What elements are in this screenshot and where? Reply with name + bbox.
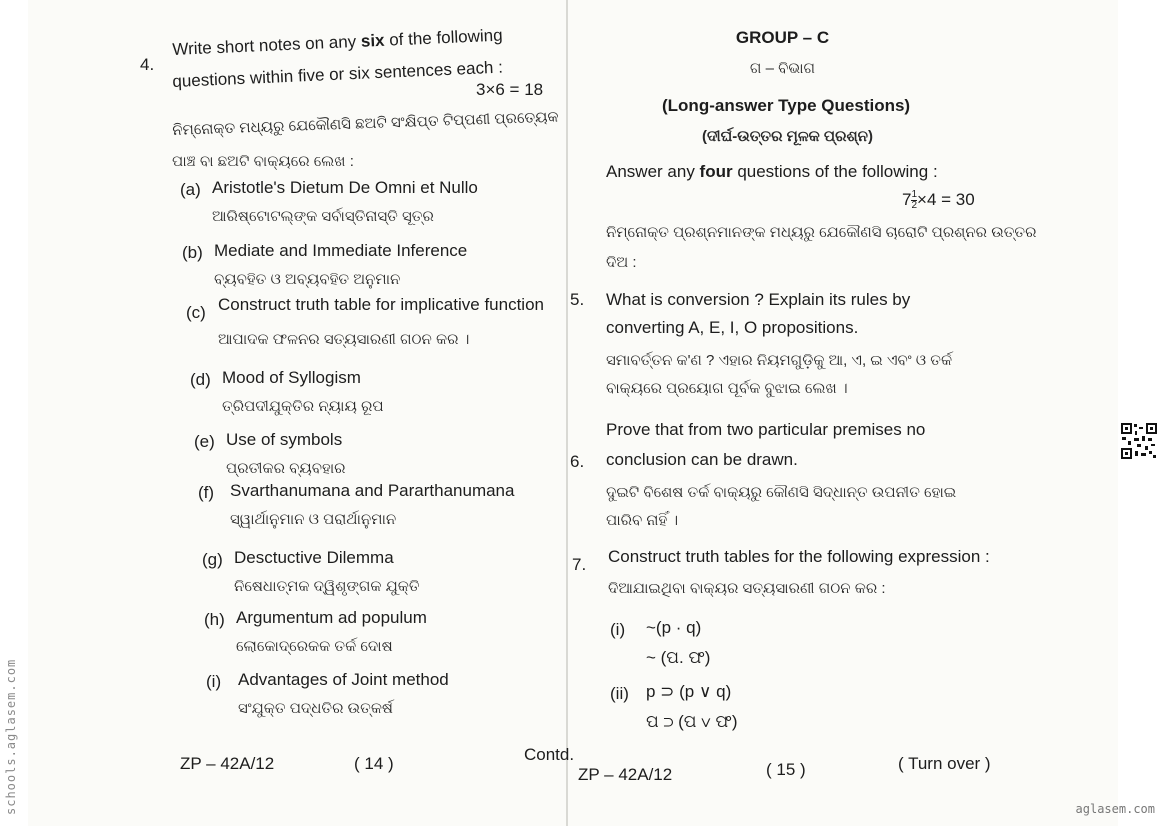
question-type-heading: (Long-answer Type Questions) (662, 96, 911, 115)
side-watermark: schools.aglasem.com (4, 658, 18, 815)
right-page (570, 0, 1037, 826)
question-7-odia-line: ଦିଆଯାଇଥିବା ବାକ୍ୟର ସତ୍ୟସାରଣୀ ଗଠନ କର : (608, 580, 886, 597)
short-note-label: (c) (186, 303, 206, 322)
question-type-heading-odia: (ଦୀର୍ଘ-ଉତ୍ତର ମୂଳକ ପ୍ରଶ୍ନ) (702, 128, 874, 145)
group-heading-odia: ଗ – ବିଭାଗ (749, 60, 816, 77)
question-7-i-expression: ~(p · q) (646, 618, 702, 637)
question-7-i-label: (i) (610, 620, 626, 639)
question-7-ii-label: (ii) (610, 684, 629, 703)
short-note-label: (i) (206, 672, 222, 691)
short-note-title: Mood of Syllogism (222, 368, 361, 387)
short-note-title-odia: ପ୍ରତୀକର ବ୍ୟବହାର (226, 460, 346, 477)
question-7-ii-expression-odia: ପ ⊃ (ପ ∨ ଫ) (646, 712, 738, 731)
turn-over-label: ( Turn over ) (898, 754, 991, 773)
short-note-title: Svarthanumana and Pararthanumana (230, 481, 515, 500)
question-4-odia-line1: ନିମ୍ନୋକ୍ତ ମଧ୍ୟରୁ ଯେକୌଣସି ଛଅଟି ସଂକ୍ଷିପ୍ତ ଟିପ୍ପଣୀ ପ୍ରତ୍ୟେକ (172, 108, 559, 139)
short-note-label: (b) (182, 243, 203, 262)
question-5-line1: What is conversion ? Explain its rules by (606, 290, 911, 309)
page-number-right: ( 15 ) (766, 760, 806, 779)
short-note-label: (e) (194, 432, 215, 451)
question-4-number: 4. (140, 55, 155, 74)
footer-code-right: ZP – 42A/12 (578, 765, 673, 784)
group-c-instructions: Answer any four questions of the following : (606, 162, 938, 181)
group-heading: GROUP – C (735, 28, 830, 47)
footer-code-left: ZP – 42A/12 (180, 754, 275, 773)
question-7-ii-expression: p ⊃ (p ∨ q) (646, 682, 732, 701)
short-note-label: (d) (190, 370, 211, 389)
short-note-title: Aristotle's Dietum De Omni et Nullo (212, 178, 478, 197)
short-note-title: Desctuctive Dilemma (234, 548, 394, 567)
group-c-marks: 7 $\frac{1}{2}$ ×4 = 30 (902, 189, 975, 212)
short-note-title: Construct truth table for implicative function (218, 295, 544, 314)
qr-code-icon (1120, 422, 1158, 460)
page-number-left: ( 14 ) (354, 754, 394, 773)
question-6-odia-line1: ଦୁଇଟି ବିଶେଷ ତର୍କ ବାକ୍ୟରୁ କୌଣସି ସିଦ୍ଧାନ୍ତ ଉପନୀତ ହୋଇ (606, 484, 957, 501)
question-6-line2: conclusion can be drawn. (606, 450, 798, 469)
short-note-title-odia: ସଂଯୁକ୍ତ ପଦ୍ଧତିର ଉତ୍କର୍ଷ (238, 700, 393, 717)
short-note-title: Advantages of Joint method (238, 670, 449, 689)
short-note-label: (a) (180, 180, 201, 199)
short-note-title-odia: ନିଷେଧାତ୍ମକ ଦ୍ୱିଶୃଙ୍ଗକ ଯୁକ୍ତି (234, 578, 420, 595)
short-note-label: (f) (198, 483, 215, 502)
short-note-title-odia: ତ୍ରିପଦୀଯୁକ୍ତିର ନ୍ୟାୟ ରୂପ (222, 398, 384, 415)
short-note-title-odia: ଆପାଦକ ଫଳନର ସତ୍ୟସାରଣୀ ଗଠନ କର । (218, 331, 470, 348)
group-c-instructions-odia-line1: ନିମ୍ନୋକ୍ତ ପ୍ରଶ୍ନମାନଙ୍କ ମଧ୍ୟରୁ ଯେକୌଣସି ଚାରୋଟି ପ୍ରଶ୍ନର ଉତ୍ତର (606, 224, 1037, 241)
group-c-instructions-odia-line2: ଦିଅ : (606, 254, 637, 271)
short-note-label: (g) (202, 550, 223, 569)
short-note-title-odia: ବ୍ୟବହିତ ଓ ଅବ୍ୟବହିତ ଅନୁମାନ (214, 271, 401, 288)
brand-watermark: aglasem.com (1075, 802, 1155, 816)
contd-label: Contd. (524, 745, 575, 764)
short-note-title: Use of symbols (226, 430, 343, 449)
question-6-line1: Prove that from two particular premises no (606, 420, 926, 439)
question-7-line: Construct truth tables for the following expression : (608, 547, 990, 566)
question-5-odia-line1: ସମାବର୍ତ୍ତନ କ'ଣ ? ଏହାର ନିୟମଗୁଡ଼ିକୁ ଆ, ଏ, ଇ ଏବଂ ଓ ତର୍କ (606, 352, 953, 369)
question-6-odia-line2: ପାରିବ ନାହିଁ । (606, 512, 679, 529)
question-5-odia-line2: ବାକ୍ୟରେ ପ୍ରୟୋଗ ପୂର୍ବକ ବୁଝାଇ ଲେଖ । (606, 380, 848, 397)
short-note-title-odia: ସ୍ୱାର୍ଥାନୁମାନ ଓ ପରାର୍ଥାନୁମାନ (230, 511, 397, 528)
question-4-line2: questions within five or six sentences each : (172, 57, 504, 91)
question-7-i-expression-odia: ~ (ପ. ଫ) (646, 648, 711, 667)
short-note-title-odia: ଆରିଷ୍ଟୋଟଲ୍‌ଙ୍କ ସର୍ବାସ୍ତିନାସ୍ତି ସୂତ୍ର (212, 208, 434, 225)
question-5-line2: converting A, E, I, O propositions. (606, 318, 859, 337)
short-note-title: Mediate and Immediate Inference (214, 241, 468, 260)
question-4-line1: Write short notes on any six of the following (172, 25, 503, 59)
short-note-title: Argumentum ad populum (236, 608, 427, 627)
question-5-number: 5. (570, 290, 585, 309)
question-7-number: 7. (572, 555, 587, 574)
question-4-marks: 3×6 = 18 (476, 80, 544, 99)
left-page (140, 0, 575, 826)
short-note-label: (h) (204, 610, 225, 629)
question-6-number: 6. (570, 452, 585, 471)
page-fold (566, 0, 568, 826)
short-note-title-odia: ଲୋକୋଦ୍ରେକକ ତର୍କ ଦୋଷ (236, 638, 393, 655)
question-4-odia-line2: ପାଞ୍ଚ ବା ଛଅଟି ବାକ୍ୟରେ ଲେଖ : (172, 153, 354, 170)
